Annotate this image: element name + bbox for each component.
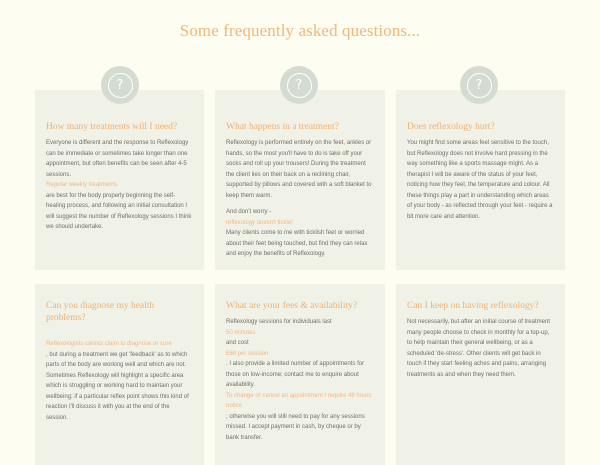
faq-text: Not necessarily, but after an initial course of treatment many people choose to check in monthly for a top-up, to help maintain their general wellbeing, or as a scheduled 'de-stress'. Other clients will get back in touch if they start feeling aches and pains, arranging treatments as and when they need them. [407,319,550,378]
faq-highlight: reflexology doesn't tickle! [226,219,293,226]
faq-text: , but during a treatment we get 'feedback' as to which parts of the body are working well and which are not. Sometimes Reflexology will highlight a specific area which is struggling or working hard to maintain your wellbeing; if a particular reflex point shows this kind of reaction I'll discuss it with you at the end of the session. [46,351,189,421]
faq-highlight: Reflexologists cannot claim to diagnose or cure [46,341,172,347]
faq-text: are best for the body properly beginning the self-healing process, and following an initial consultation I will suggest the number of Reflexology sessions I think we should undertake. [46,192,192,230]
faq-heading: Can I keep on having reflexology? [407,301,539,311]
faq-highlight: 50 minutes [226,329,256,336]
faq-highlight: £68 per session [226,350,269,357]
faq-heading: What happens in a treatment? [226,122,339,132]
faq-card-what-happens [215,90,385,270]
faq-card-diagnose [35,284,204,465]
faq-text: Reflexology is performed entirely on the feet, ankles or hands, so the most you'll have to do is take off your socks and roll up your trousers! During the treatment the client lies on their back on a reclining chair, supported by pillows and covered with a soft blanket to keep them warm. [226,140,372,199]
faq-text: Everyone is different and the response to Reflexology can be immediate or sometimes take longer than one appointment, but often benefits can be seen after 4-5 sessions. [46,140,189,178]
faq-heading: How many treatments will I need? [46,122,178,132]
page-title: Some frequently asked questions... [179,21,421,40]
faq-text: Reflexology sessions for individuals last [226,319,332,325]
faq-text: You might find some areas feel sensitive to the touch, but Reflexology does not involve hard pressing in the way something like a sports massage might. As a therapist I will be aware of the status of your feet, noticing how they feel, the temperature and colour. All these things play a part in understanding which areas of your body - as reflected through your feet - require a bit more care and attention. [407,140,553,220]
faq-card-treatments [35,90,204,270]
faq-text: and cost [226,340,249,346]
question-mark-icon: ? [101,66,139,104]
question-mark-icon: ? [280,66,318,104]
faq-text: And don't worry - [226,209,272,215]
faq-card-hurt [396,90,565,270]
faq-text: ; otherwise you will still need to pay for any sessions missed. I accept payment in cash, by cheque or by bank transfer. [226,413,365,441]
faq-highlight: Regular weekly treatments [46,182,118,188]
faq-text: Many clients come to me with ticklish feet or worried about their feet being touched, but find they can relax and enjoy the benefits of Reflexology. [226,230,368,257]
faq-card-keep-having [396,284,565,465]
faq-highlight: To change or cancel an appointment I require 48 hours notice [226,392,372,409]
faq-heading: What are your fees & availability? [226,301,358,311]
question-mark-icon: ? [460,66,498,104]
faq-heading: Does reflexology hurt? [407,122,495,132]
faq-heading: Can you diagnose my health problems? [46,301,155,323]
faq-text: . I also provide a limited number of appointments for those on low-income; contact me to enquire about availability. [226,361,365,388]
faq-card-fees [215,284,385,465]
